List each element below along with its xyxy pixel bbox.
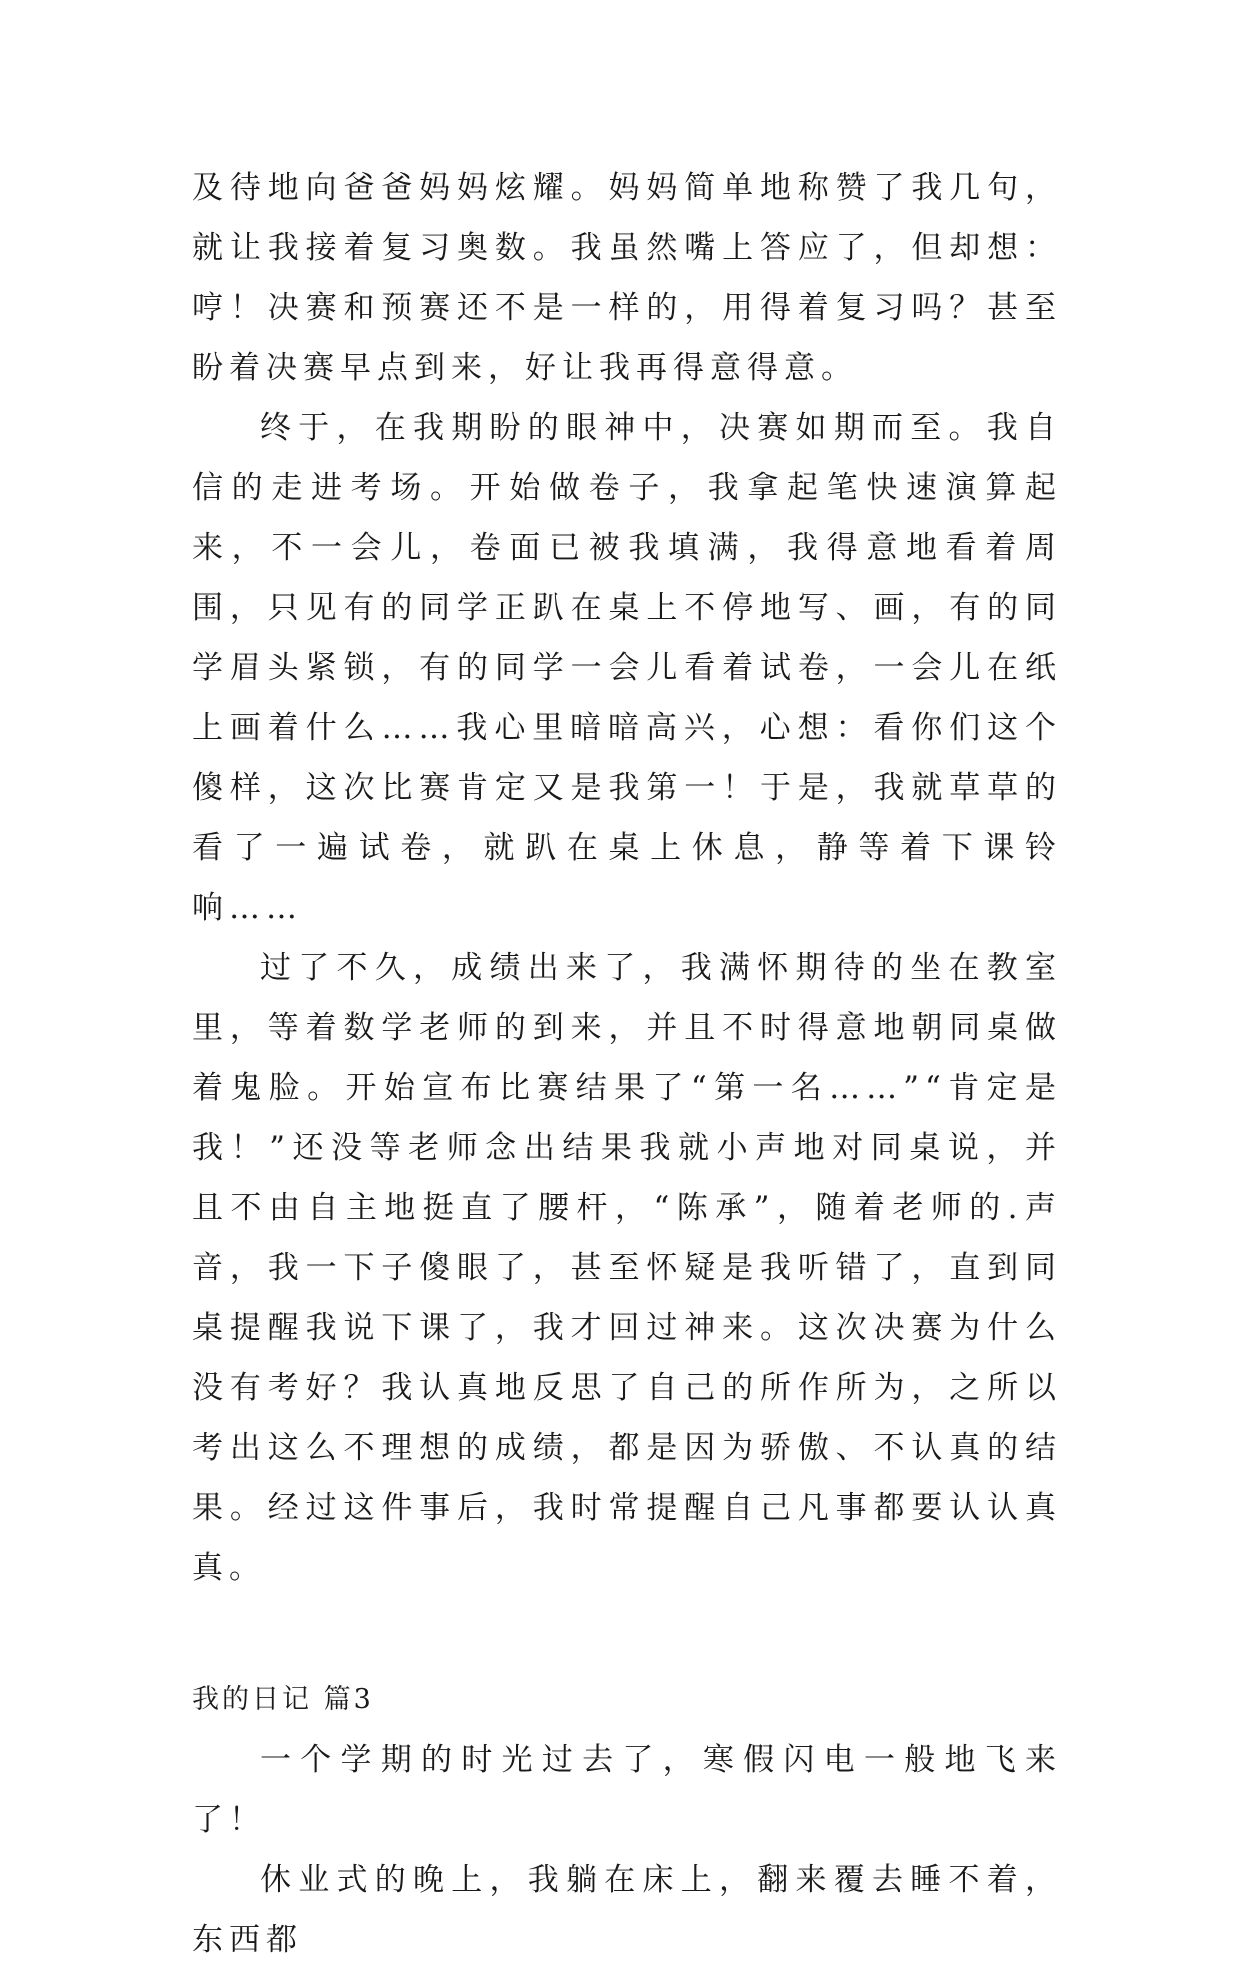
paragraph-night: 休业式的晚上，我躺在床上，翻来覆去睡不着，东西都	[192, 1862, 1062, 1958]
document-body	[192, 158, 1062, 1970]
paragraph-results: 过了不久，成绩出来了，我满怀期待的坐在教室里，等着数学老师的到来，并且不时得意地朝同桌做着鬼脸。开始宣布比赛结果了“第一名……”“肯定是我！”还没等老师念出结果我就小声地对同桌说，并且不由自主地挺直了腰杆，“陈承”，随着老师的.声音，我一下子傻眼了，甚至怀疑是我听错了，直到同桌提醒我说下课了，我才回过神来。这次决赛为什么没有考好？我认真地反思了自己的所作所为，之所以考出这么不理想的成绩，都是因为骄傲、不认真的结果。经过这件事后，我时常提醒自己凡事都要认认真真。	[192, 950, 1062, 1586]
paragraph-continuation: 及待地向爸爸妈妈炫耀。妈妈简单地称赞了我几句，就让我接着复习奥数。我虽然嘴上答应了，但却想：哼！决赛和预赛还不是一样的，用得着复习吗？甚至盼着决赛早点到来，好让我再得意得意。	[192, 170, 1062, 386]
paragraph-final-exam: 终于，在我期盼的眼神中，决赛如期而至。我自信的走进考场。开始做卷子，我拿起笔快速演算起来，不一会儿，卷面已被我填满，我得意地看着周围，只见有的同学正趴在桌上不停地写、画，有的同学眉头紧锁，有的同学一会儿看着试卷，一会儿在纸上画着什么……我心里暗暗高兴，心想：看你们这个傻样，这次比赛肯定又是我第一！于是，我就草草的看了一遍试卷，就趴在桌上休息，静等着下课铃响……	[192, 410, 1062, 926]
section-heading: 我的日记 篇3	[192, 1684, 374, 1715]
paragraph-semester: 一个学期的时光过去了，寒假闪电一般地飞来了！	[192, 1742, 1062, 1838]
